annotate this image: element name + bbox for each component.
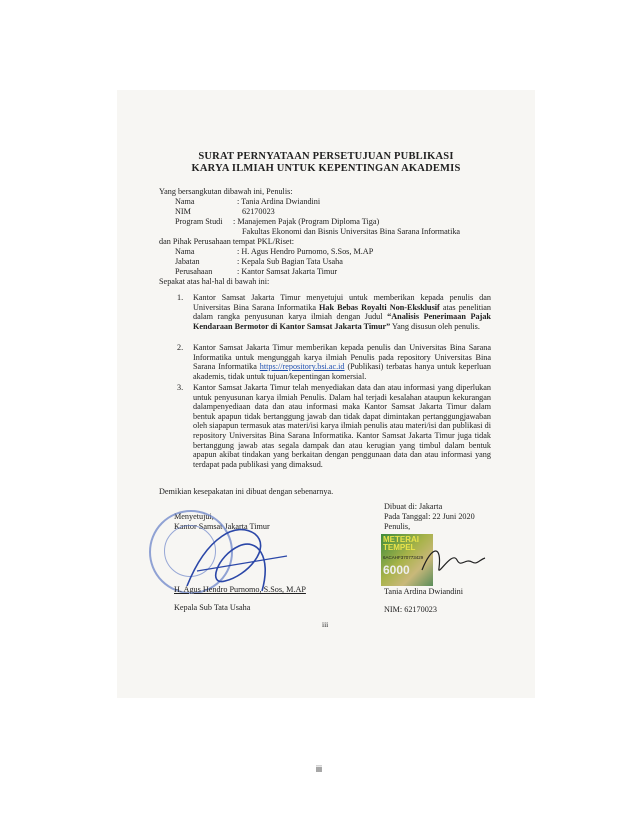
item1-text-a: Kantor Samsat Jakarta Timur menyetujui untuk memberikan kepada penulis dan Universitas Bina Sarana Informatika xyxy=(193,293,491,312)
item-number-3: 3. xyxy=(177,383,184,392)
item1-title: “Analisis Penerimaan Pajak Kendaraan Bermotor di Kantor Samsat Jakarta Timur” xyxy=(193,312,491,331)
stamp-line2: TEMPEL xyxy=(383,543,416,552)
item1-royalty: Hak Bebas Royalti Non-Eksklusif xyxy=(319,302,440,312)
intro-text: Yang bersangkutan dibawah ini, Penulis: xyxy=(159,187,293,196)
signer-author-nim: NIM: 62170023 xyxy=(384,605,437,614)
closing-statement: Demikian kesepakatan ini dibuat dengan sebenarnya. xyxy=(159,487,334,496)
item-number-1: 1. xyxy=(177,293,184,302)
approver-position: Kepala Sub Tata Usaha xyxy=(174,603,251,612)
document-title-line2: KARYA ILMIAH UNTUK KEPENTINGAN AKADEMIS xyxy=(191,163,461,174)
item1-text-c: atas penelitian dalam rangka penyusunan karya ilmiah dengan Judul xyxy=(193,302,491,322)
stamp-line1: METERAI xyxy=(383,535,419,544)
scanned-document xyxy=(117,90,535,698)
author-role: Penulis, xyxy=(384,522,411,531)
company-intro: dan Pihak Perusahaan tempat PKL/Riset: xyxy=(159,237,295,246)
item1-text-e: Yang disusun oleh penulis. xyxy=(392,321,480,331)
repository-link[interactable]: https://repository.bsi.ac.id xyxy=(259,362,345,372)
company-org-value: : Kantor Samsat Jakarta Timur xyxy=(237,267,338,276)
signature-icon xyxy=(177,516,297,596)
company-org-label: Perusahaan xyxy=(175,267,213,276)
author-nim-value: 62170023 xyxy=(242,207,275,216)
item2-text-b: (Publikasi) terbatas hanya untuk keperluan akademis, tidak untuk tujuan/kepentingan komersial. xyxy=(193,362,491,381)
company-name-label: Nama xyxy=(175,247,195,256)
document-title-line1: SURAT PERNYATAAN PERSETUJUAN PUBLIKASI xyxy=(198,151,454,162)
stamp-code: 6ACAHF370773429 xyxy=(383,555,424,560)
author-prodi-label: Program Studi xyxy=(175,217,223,226)
agreement-intro: Sepakat atas hal-hal di bawah ini: xyxy=(159,277,270,286)
company-position-label: Jabatan xyxy=(175,257,200,266)
stamp-value: 6000 xyxy=(383,563,410,577)
company-position-value: : Kepala Sub Bagian Tata Usaha xyxy=(237,257,343,266)
item2-text-a: Kantor Samsat Jakarta Timur memberikan kepada penulis dan Universitas Bina Sarana Informatika untuk mengunggah karya ilmiah Penulis pada repository Universitas Bina Sarana Informatika xyxy=(193,343,491,372)
place-made: Dibuat di: Jakarta xyxy=(384,502,443,511)
approval-label: Menyetujui, xyxy=(174,512,214,521)
author-prodi-value: : Manajemen Pajak (Program Diploma Tiga) xyxy=(233,217,380,226)
author-signature-icon xyxy=(417,540,487,580)
author-nim-label: NIM xyxy=(175,207,191,216)
author-name-label: Nama xyxy=(175,197,195,206)
signer-author-name: Tania Ardina Dwiandini xyxy=(384,587,464,596)
agreement-item-2 xyxy=(193,343,491,381)
approver-name: H. Agus Hendro Purnomo, S.Sos, M.AP xyxy=(174,585,306,594)
date-made: Pada Tanggal: 22 Juni 2020 xyxy=(384,512,475,521)
agreement-item-3: Kantor Samsat Jakarta Timur telah menyediakan data dan atau informasi yang diperlukan untuk penyusunan karya ilmiah Penulis. Dalam hal terjadi kesalahan ataupun kekurangan dalampenyediaan data dan atau informasi maka Kantor Samsat Jakarta Timur dalam bentuk apapun tidak bertanggung jawab dan tidak dapat dimintakan pertanggungjawaban oleh siapapun termasuk atas materi/isi karya ilmiah penulis atau materi/isi dan publikasi di repository Universitas Bina Sarana Informatika. Kantor Samsat Jakarta Timur juga tidak bertanggung jawab atas segala dampak dan atau kerugian yang timbul dalam bentuk apapun akibat tindakan yang berkaitan dengan penggunaan data dan atau informasi yang terdapat pada publikasi yang dimaksud. xyxy=(193,383,491,469)
agreement-item-1 xyxy=(193,293,491,331)
page-number: iii xyxy=(316,764,322,774)
stamp-title xyxy=(383,536,419,552)
company-name-value: : H. Agus Hendro Purnomo, S.Sos, M.AP xyxy=(237,247,374,256)
document-body xyxy=(117,90,535,698)
scan-page-number: iii xyxy=(322,620,329,629)
item-number-2: 2. xyxy=(177,343,184,352)
approval-org: Kantor Samsat Jakarta Timur xyxy=(174,522,270,531)
author-name-value: : Tania Ardina Dwiandini xyxy=(237,197,321,206)
author-faculty: Fakultas Ekonomi dan Bisnis Universitas Bina Sarana Informatika xyxy=(242,227,461,236)
